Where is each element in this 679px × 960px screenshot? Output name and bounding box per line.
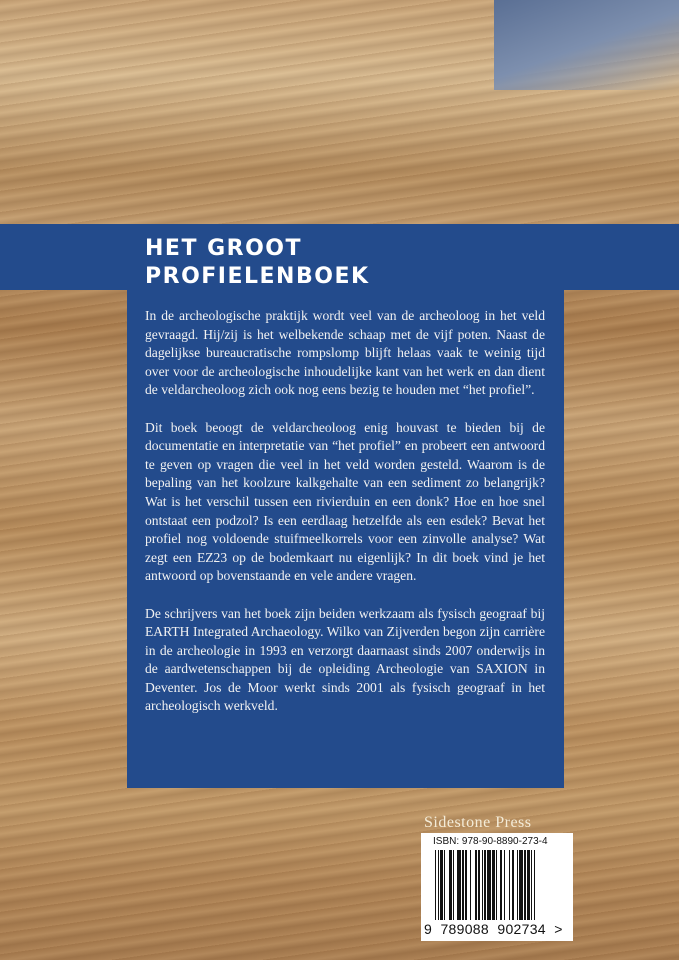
book-title	[145, 235, 370, 291]
barcode-digits: 9 789088 902734 >	[424, 921, 563, 937]
blurb-paragraph-1: In de archeologische praktijk wordt veel van de archeoloog in het veld gevraagd. Hij/zij is het welbekende schaap met de vijf poten. Naast de dagelijkse bureaucratische rompslomp blijft helaas vaak te weinig tijd over voor de archeologische inhoudelijke kant van het werk en dan dient de veldarcheoloog zich ook nog eens bezig te houden met “het profiel”.	[145, 308, 545, 398]
isbn-label: ISBN: 978-90-8890-273-4	[433, 836, 548, 847]
barcode-bar	[534, 850, 535, 920]
blurb-paragraph-2: Dit boek beoogt de veldarcheoloog enig houvast te bieden bij de documentatie en interpretatie van “het profiel” en probeert een antwoord te geven op vragen die veel in het veld worden gesteld. Waarom is de bepaling van het koolzure kalkgehalte van een sediment zo belangrijk? Wat is het verschil tussen een rivierduin en een donk? Hoe en hoe snel ontstaat een podzol? Is een eerdlaag hetzelfde als een esdek? Bevat het profiel nog voldoende stuifmeelkorrels voor een zinvolle analyse? Wat zegt een EZ23 op de bodemkaart nu eigenlijk? In dit boek vind je het antwoord op bovenstaande en vele andere vragen.	[145, 419, 545, 584]
title-line-2: PROFIELENBOEK	[145, 264, 370, 289]
isbn-barcode	[421, 833, 573, 941]
barcode-bars	[435, 850, 563, 920]
blurb-paragraph-3: De schrijvers van het boek zijn beiden werkzaam als fysisch geograaf bij EARTH Integrated Archaeology. Wilko van Zijverden begon zijn carrière in de archeologie in 1993 en verzorgt daarnaast sinds 2007 onderwijs in de aardwetenschappen bij de opleiding Archeologie van SAXION in Deventer. Jos de Moor werkt sinds 2001 als fysisch geograaf in het archeologisch werkveld.	[145, 605, 545, 714]
title-line-1: HET GROOT	[145, 236, 303, 261]
publisher-logo: Sidestone Press	[424, 814, 532, 831]
blurb	[145, 307, 545, 735]
sky-background	[494, 0, 679, 90]
